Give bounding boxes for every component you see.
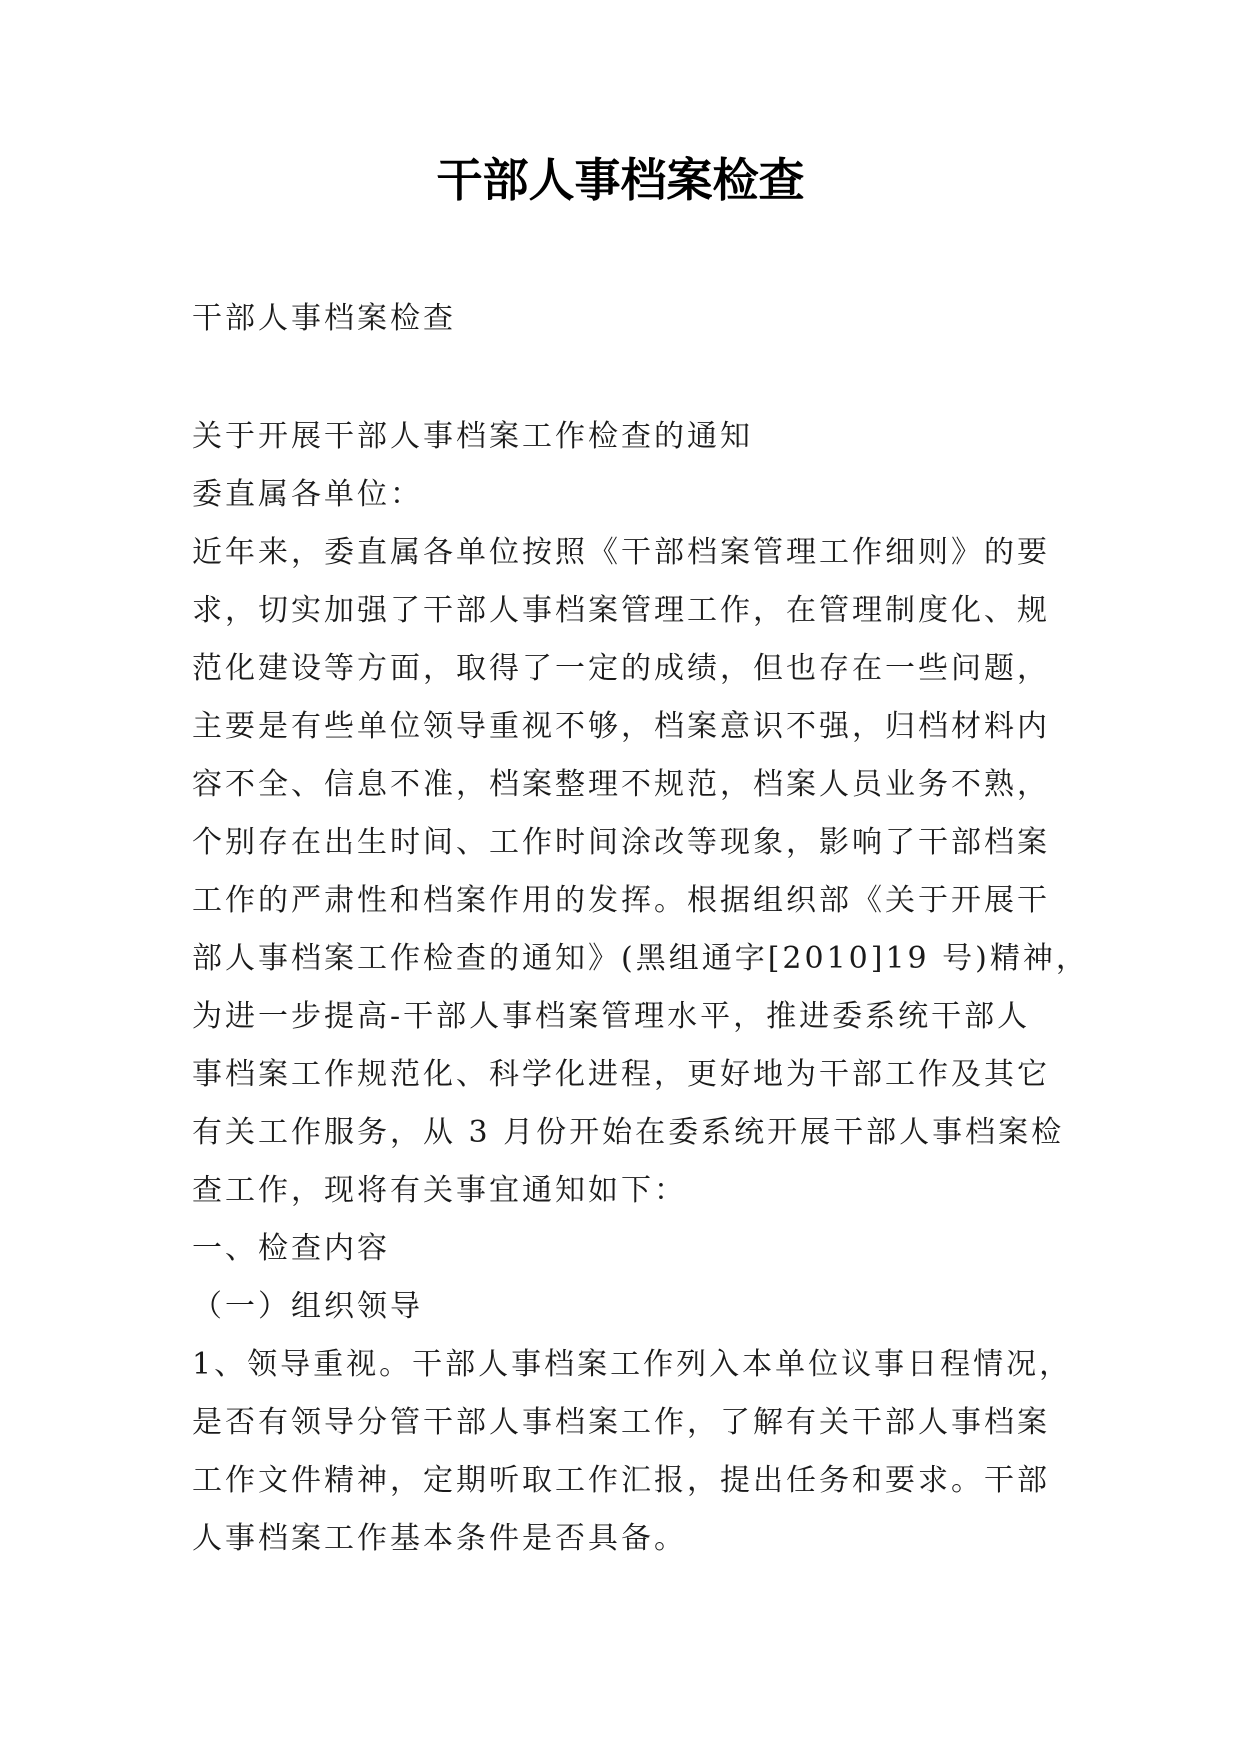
document-title: 干部人事档案检查: [436, 153, 805, 207]
paragraph-gap: [192, 348, 1072, 408]
item-line: 人事档案工作基本条件是否具备。: [192, 1521, 687, 1556]
subsection-heading: （一）组织领导: [192, 1289, 423, 1324]
body-line: 近年来，委直属各单位按照《干部档案管理工作细则》的要: [192, 535, 1050, 570]
body-line: 有关工作服务，从 3 月份开始在委系统开展干部人事档案检: [192, 1115, 1065, 1150]
item-line: 1、领导重视。干部人事档案工作列入本单位议事日程情况，: [192, 1347, 1073, 1382]
body-line: 主要是有些单位领导重视不够，档案意识不强，归档材料内: [192, 709, 1050, 744]
addressee-line: 委直属各单位：: [192, 477, 423, 512]
subtitle-line: 干部人事档案检查: [192, 301, 456, 336]
body-line: 个别存在出生时间、工作时间涂改等现象，影响了干部档案: [192, 825, 1050, 860]
notice-title: 关于开展干部人事档案工作检查的通知: [192, 419, 753, 454]
item-line: 是否有领导分管干部人事档案工作，了解有关干部人事档案: [192, 1405, 1050, 1440]
body-line: 容不全、信息不准，档案整理不规范，档案人员业务不熟，: [192, 767, 1050, 802]
body-line: 部人事档案工作检查的通知》(黑组通字[2010]19 号)精神，: [192, 941, 1089, 976]
section-heading: 一、检查内容: [192, 1231, 390, 1266]
body-line: 为进一步提高-干部人事档案管理水平，推进委系统干部人: [192, 999, 1031, 1034]
body-line: 求，切实加强了干部人事档案管理工作，在管理制度化、规: [192, 593, 1050, 628]
body-line: 范化建设等方面，取得了一定的成绩，但也存在一些问题，: [192, 651, 1050, 686]
item-line: 工作文件精神，定期听取工作汇报，提出任务和要求。干部: [192, 1463, 1050, 1498]
body-line: 事档案工作规范化、科学化进程，更好地为干部工作及其它: [192, 1057, 1050, 1092]
body-line: 查工作，现将有关事宜通知如下：: [192, 1173, 687, 1208]
document-body: [192, 290, 1089, 1568]
body-line: 工作的严肃性和档案作用的发挥。根据组织部《关于开展干: [192, 883, 1050, 918]
